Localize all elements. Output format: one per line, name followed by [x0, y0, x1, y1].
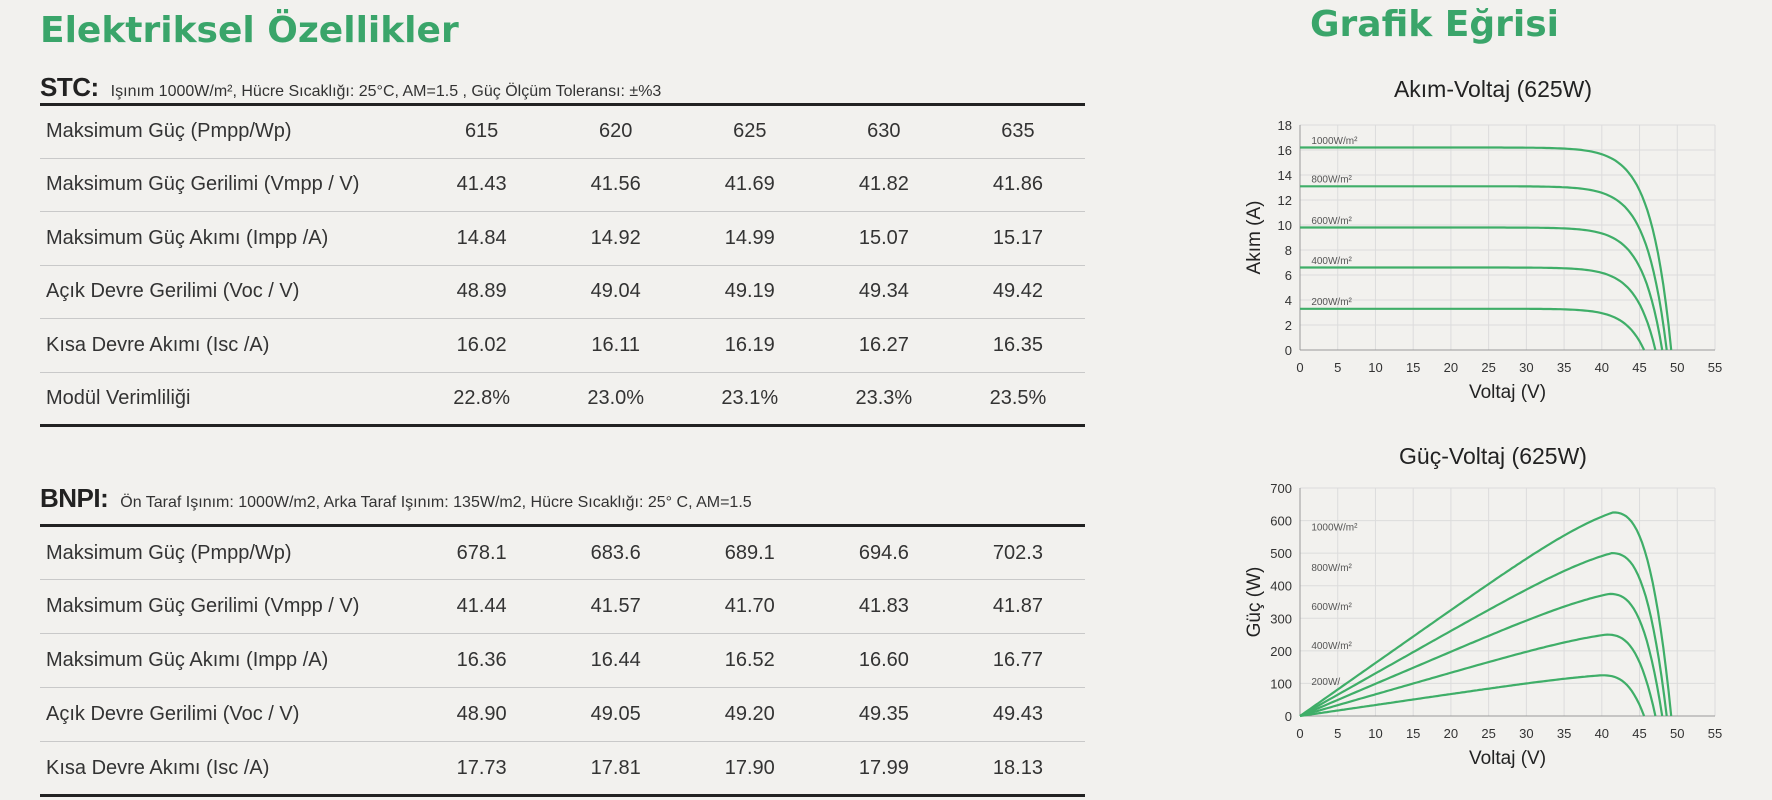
- x-tick-label: 50: [1670, 360, 1685, 375]
- curve-label: 400W/m²: [1311, 641, 1352, 653]
- stc-row: [40, 105, 1085, 159]
- iv-chart-title: Akım-Voltaj (625W): [1393, 76, 1593, 102]
- bnpi-row: [40, 688, 1085, 742]
- stc-value-cell: 49.04: [590, 280, 641, 303]
- curve-4: [1300, 309, 1644, 350]
- bnpi-value-cell: 16.52: [724, 649, 775, 671]
- bnpi-value-cell: 694.6: [858, 541, 909, 564]
- stc-value-cell: 620: [599, 120, 633, 143]
- stc-label: STC:: [40, 72, 99, 102]
- bnpi-value-cell: 16.77: [992, 649, 1043, 671]
- stc-param-name: Maksimum Güç Gerilimi (Vmpp / V): [46, 173, 360, 196]
- stc-table: [40, 103, 1085, 427]
- bnpi-param-name: Kısa Devre Akımı (Isc /A): [46, 756, 270, 779]
- stc-conditions: Işınım 1000W/m², Hücre Sıcaklığı: 25°C, AM=1.5 , Güç Ölçüm Toleransı: ±%3: [110, 83, 662, 100]
- curve-label: 1000W/m²: [1311, 522, 1358, 534]
- y-tick-label: 600: [1270, 513, 1292, 529]
- y-tick-label: 0: [1284, 343, 1292, 358]
- x-tick-label: 25: [1481, 726, 1496, 741]
- stc-param-name: Maksimum Güç (Pmpp/Wp): [46, 120, 292, 143]
- x-tick-label: 30: [1519, 726, 1534, 741]
- y-tick-label: 12: [1277, 193, 1292, 208]
- bnpi-value-cell: 18.13: [992, 756, 1043, 779]
- bnpi-value-cell: 16.60: [858, 649, 909, 671]
- x-tick-label: 35: [1556, 360, 1572, 375]
- x-tick-label: 0: [1296, 360, 1304, 375]
- x-tick-label: 0: [1296, 726, 1304, 741]
- bnpi-value-cell: 41.70: [724, 595, 775, 617]
- x-tick-label: 25: [1481, 360, 1496, 375]
- bnpi-value-cell: 41.87: [992, 595, 1043, 617]
- stc-row: [40, 212, 1085, 266]
- stc-value-cell: 16.19: [724, 333, 775, 356]
- y-tick-label: 8: [1284, 243, 1292, 258]
- y-tick-label: 200: [1270, 643, 1292, 659]
- stc-row: [40, 265, 1085, 319]
- bnpi-value-cell: 49.35: [858, 703, 909, 725]
- stc-value-cell: 23.5%: [989, 386, 1047, 409]
- bnpi-row: [40, 526, 1085, 580]
- stc-value-cell: 41.69: [724, 173, 775, 196]
- y-tick-label: 0: [1284, 709, 1292, 724]
- y-tick-label: 500: [1270, 546, 1292, 562]
- bnpi-value-cell: 49.43: [992, 703, 1043, 725]
- stc-value-cell: 14.84: [456, 226, 507, 249]
- stc-value-cell: 16.35: [992, 333, 1043, 356]
- bnpi-value-cell: 41.83: [858, 595, 909, 617]
- stc-value-cell: 16.11: [591, 333, 640, 356]
- bnpi-value-cell: 689.1: [724, 541, 775, 564]
- bnpi-row: [40, 634, 1085, 688]
- x-tick-label: 5: [1334, 360, 1342, 375]
- y-tick-label: 6: [1284, 268, 1292, 283]
- bnpi-value-cell: 16.36: [456, 649, 507, 671]
- bnpi-value-cell: 17.73: [456, 756, 507, 779]
- stc-value-cell: 41.43: [456, 173, 507, 196]
- stc-value-cell: 23.0%: [587, 386, 645, 409]
- stc-header: [40, 72, 661, 103]
- y-tick-label: 2: [1284, 318, 1292, 333]
- graph-section-title: Grafik Eğrisi: [1310, 4, 1559, 45]
- bnpi-row: [40, 742, 1085, 796]
- stc-value-cell: 23.3%: [855, 386, 913, 409]
- stc-row: [40, 372, 1085, 426]
- stc-value-cell: 49.34: [858, 280, 909, 303]
- x-tick-label: 20: [1443, 360, 1459, 375]
- bnpi-param-name: Açık Devre Gerilimi (Voc / V): [46, 703, 300, 725]
- x-tick-label: 15: [1405, 726, 1421, 741]
- stc-value-cell: 16.27: [858, 333, 909, 356]
- stc-param-name: Modül Verimliliği: [46, 386, 191, 409]
- x-axis-label: Voltaj (V): [1468, 748, 1547, 769]
- curve-label: 200W/m²: [1311, 297, 1352, 308]
- y-tick-label: 10: [1277, 218, 1292, 233]
- x-axis-label: Voltaj (V): [1468, 382, 1547, 403]
- x-tick-label: 45: [1632, 726, 1647, 741]
- bnpi-value-cell: 49.20: [724, 703, 775, 725]
- bnpi-label: BNPI:: [40, 483, 109, 513]
- stc-value-cell: 14.99: [724, 226, 775, 249]
- x-tick-label: 35: [1556, 726, 1572, 741]
- bnpi-value-cell: 49.05: [590, 703, 641, 725]
- curve-2: [1300, 594, 1662, 716]
- y-tick-label: 300: [1270, 611, 1292, 627]
- bnpi-value-cell: 17.81: [590, 756, 641, 779]
- stc-value-cell: 23.1%: [721, 386, 779, 409]
- stc-value-cell: 16.02: [456, 333, 507, 356]
- stc-param-name: Maksimum Güç Akımı (Impp /A): [46, 226, 329, 249]
- stc-param-name: Kısa Devre Akımı (Isc /A): [46, 333, 270, 356]
- curve-label: 800W/m²: [1311, 174, 1352, 186]
- bnpi-param-name: Maksimum Güç Akımı (Impp /A): [46, 649, 329, 671]
- pv-chart: [1230, 482, 1750, 792]
- y-tick-label: 100: [1270, 676, 1292, 692]
- iv-chart: [1230, 115, 1750, 415]
- bnpi-header: [40, 483, 752, 514]
- page-title: Elektriksel Özellikler: [40, 10, 459, 51]
- curve-2: [1300, 228, 1662, 351]
- x-tick-label: 55: [1707, 726, 1723, 741]
- stc-value-cell: 41.86: [992, 173, 1043, 196]
- y-tick-label: 400: [1270, 578, 1292, 594]
- bnpi-value-cell: 678.1: [456, 541, 507, 564]
- bnpi-value-cell: 41.44: [456, 595, 507, 617]
- bnpi-row: [40, 580, 1085, 634]
- x-tick-label: 10: [1368, 726, 1383, 741]
- stc-row: [40, 158, 1085, 212]
- curve-label: 1000W/m²: [1311, 135, 1358, 147]
- bnpi-param-name: Maksimum Güç Gerilimi (Vmpp / V): [46, 595, 360, 617]
- stc-value-cell: 41.82: [858, 173, 909, 196]
- y-tick-label: 14: [1277, 168, 1292, 183]
- curve-4: [1300, 675, 1644, 716]
- x-tick-label: 15: [1405, 360, 1421, 375]
- stc-value-cell: 41.56: [590, 173, 641, 196]
- y-tick-label: 4: [1284, 293, 1292, 308]
- x-tick-label: 55: [1707, 360, 1723, 375]
- stc-value-cell: 15.07: [858, 226, 909, 249]
- x-tick-label: 40: [1594, 726, 1610, 741]
- y-tick-label: 18: [1277, 118, 1292, 133]
- x-tick-label: 50: [1670, 726, 1685, 741]
- bnpi-value-cell: 41.57: [590, 595, 641, 617]
- bnpi-value-cell: 48.90: [456, 703, 507, 725]
- stc-value-cell: 635: [1001, 120, 1035, 143]
- curve-label: 200W/: [1311, 677, 1341, 689]
- stc-value-cell: 15.17: [992, 226, 1043, 249]
- stc-value-cell: 22.8%: [453, 386, 510, 409]
- bnpi-value-cell: 16.44: [590, 649, 641, 671]
- x-tick-label: 40: [1594, 360, 1610, 375]
- y-axis-label: Akım (A): [1244, 200, 1265, 275]
- y-tick-label: 16: [1277, 143, 1292, 158]
- curve-label: 800W/m²: [1311, 563, 1352, 575]
- x-tick-label: 45: [1632, 360, 1647, 375]
- bnpi-param-name: Maksimum Güç (Pmpp/Wp): [46, 541, 292, 564]
- stc-value-cell: 625: [733, 120, 767, 143]
- x-tick-label: 30: [1519, 360, 1534, 375]
- bnpi-value-cell: 683.6: [590, 541, 641, 564]
- bnpi-value-cell: 702.3: [992, 541, 1043, 564]
- curve-label: 600W/m²: [1311, 215, 1352, 227]
- stc-param-name: Açık Devre Gerilimi (Voc / V): [46, 280, 300, 303]
- stc-value-cell: 615: [464, 120, 499, 143]
- stc-value-cell: 49.42: [992, 280, 1043, 303]
- x-tick-label: 20: [1443, 726, 1459, 741]
- bnpi-value-cell: 17.99: [858, 756, 909, 779]
- bnpi-value-cell: 17.90: [724, 756, 775, 779]
- stc-value-cell: 49.19: [724, 280, 775, 303]
- curve-label: 400W/m²: [1311, 255, 1352, 267]
- pv-chart-title: Güç-Voltaj (625W): [1399, 443, 1587, 469]
- bnpi-table: [40, 524, 1085, 797]
- x-tick-label: 10: [1368, 360, 1383, 375]
- x-tick-label: 5: [1334, 726, 1342, 741]
- y-tick-label: 700: [1270, 481, 1292, 496]
- bnpi-conditions: Ön Taraf Işınım: 1000W/m2, Arka Taraf Işınım: 135W/m2, Hücre Sıcaklığı: 25° C, AM=1.5: [120, 494, 752, 511]
- stc-value-cell: 630: [867, 120, 901, 143]
- stc-value-cell: 14.92: [590, 226, 641, 249]
- y-axis-label: Güç (W): [1244, 566, 1265, 638]
- curve-label: 600W/m²: [1311, 602, 1352, 614]
- stc-row: [40, 319, 1085, 373]
- curve-0: [1300, 148, 1671, 351]
- stc-value-cell: 48.89: [456, 280, 507, 303]
